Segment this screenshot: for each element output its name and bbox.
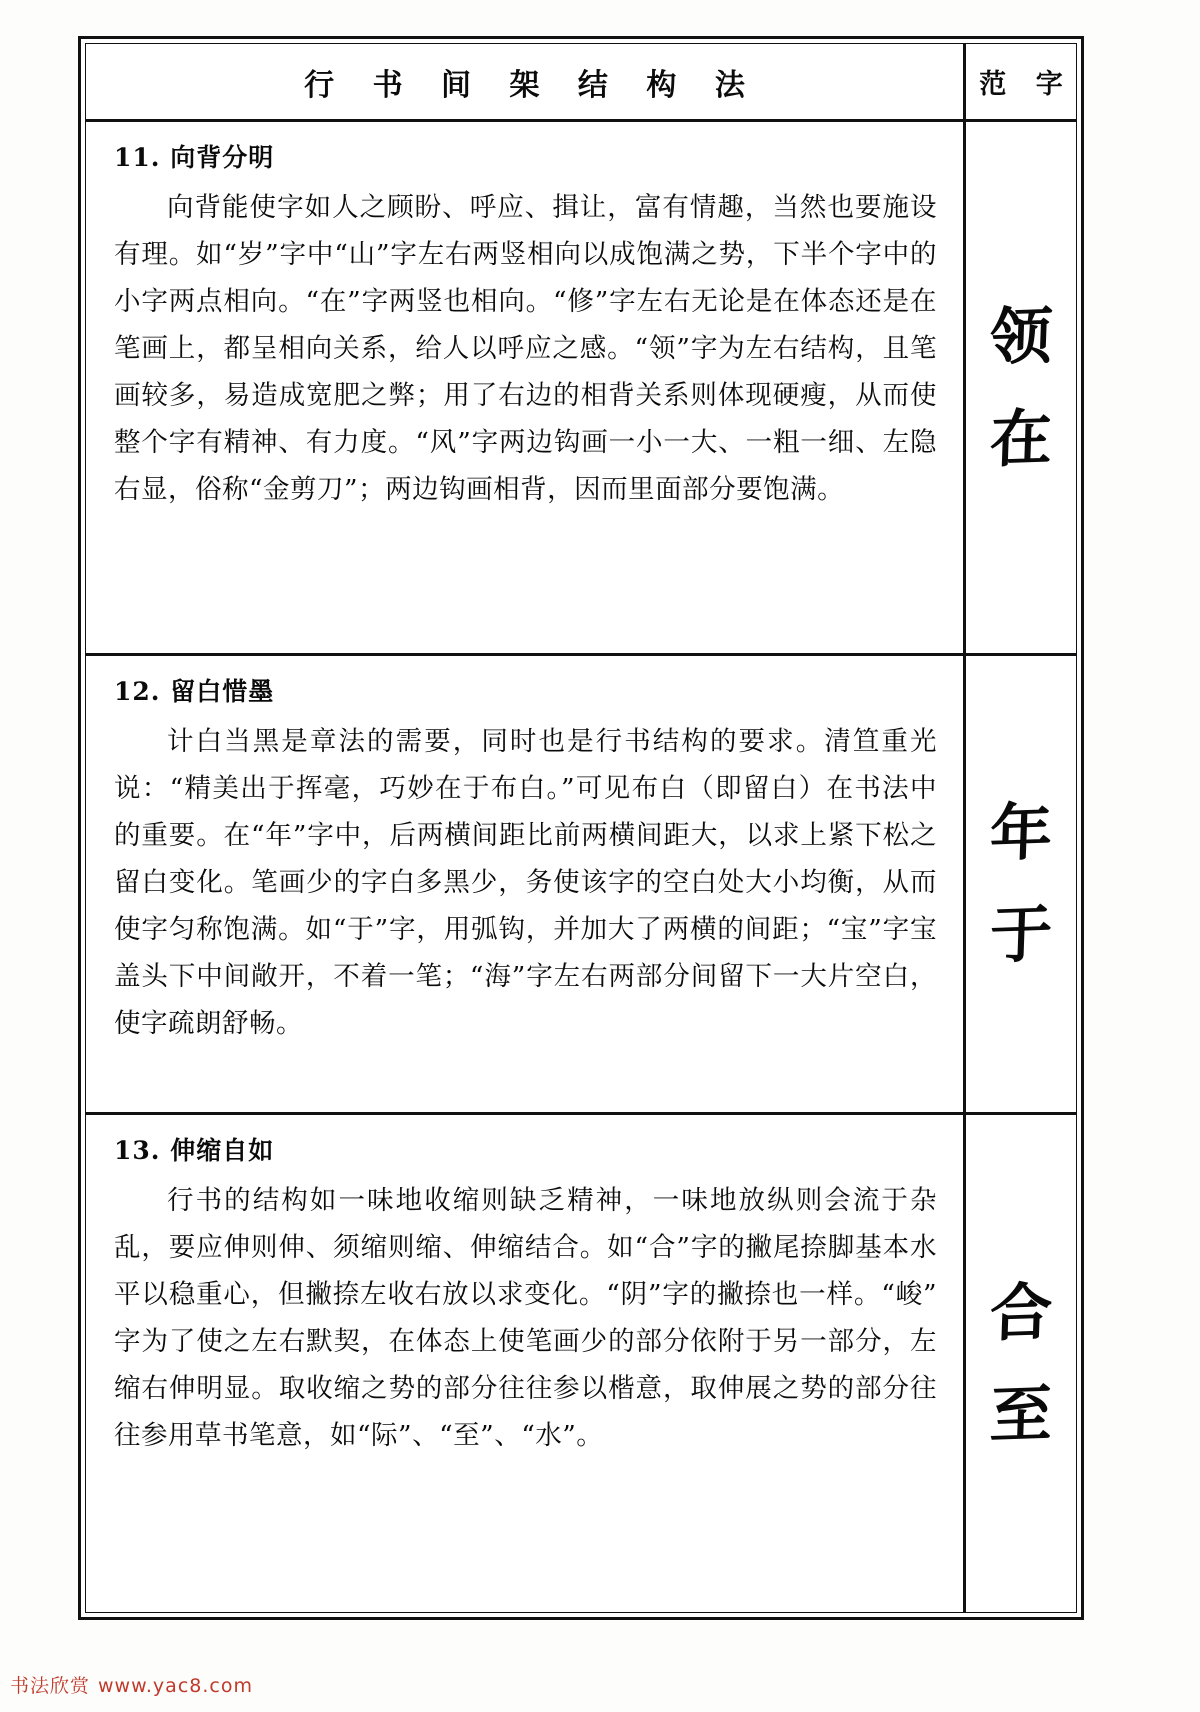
sample-cell-12 <box>966 656 1076 1115</box>
watermark-url: www.yac8.com <box>98 1675 253 1697</box>
section-13 <box>86 1115 963 1612</box>
section-12 <box>86 656 963 1115</box>
structure-table <box>78 36 1084 1620</box>
sample-cell-11 <box>966 122 1076 656</box>
header-title-cell <box>86 44 966 119</box>
text-column <box>86 122 966 1612</box>
section-13-number: 13. <box>114 1136 161 1166</box>
header-sample-cell <box>966 44 1076 119</box>
sample-glyph-ling: 领 <box>988 298 1054 374</box>
section-13-body: 行书的结构如一味地收缩则缺乏精神，一味地放纵则会流于杂乱，要应伸则伸、须缩则缩、伸缩结合。如“合”字的撇尾捺脚基本水平以稳重心，但撇捺左收右放以求变化。“阴”字的撇捺也一样。“峻”字为了使之左右默契，在体态上使笔画少的部分依附于另一部分，左缩右伸明显。取收缩之势的部分往往参以楷意，取伸展之势的部分往往参用草书笔意，如“际”、“至”、“水”。 <box>114 1185 937 1452</box>
sample-glyph-zhi: 至 <box>988 1376 1054 1452</box>
sample-glyph-he: 合 <box>988 1274 1054 1350</box>
sample-glyph-zai: 在 <box>988 400 1054 476</box>
section-12-heading: 留白惜墨 <box>170 677 275 707</box>
section-13-heading: 伸缩自如 <box>170 1136 275 1166</box>
section-11-title <box>114 138 937 174</box>
sample-glyph-nian: 年 <box>988 795 1054 871</box>
watermark-credit <box>10 1671 253 1698</box>
section-12-title <box>114 672 937 708</box>
sample-column <box>966 122 1076 1612</box>
section-11-body: 向背能使字如人之顾盼、呼应、揖让，富有情趣，当然也要施设有理。如“岁”字中“山”字左右两竖相向以成饱满之势，下半个字中的小字两点相向。“在”字两竖也相向。“修”字左右无论是在体态还是在笔画上，都呈相向关系，给人以呼应之感。“领”字为左右结构，且笔画较多，易造成宽肥之弊；用了右边的相背关系则体现硬瘦，从而使整个字有精神、有力度。“风”字两边钩画一小一大、一粗一细、左隐右显，俗称“金剪刀”；两边钩画相背，因而里面部分要饱满。 <box>114 192 937 505</box>
watermark-label: 书法欣赏 <box>10 1675 91 1697</box>
sample-glyph-yu: 于 <box>988 897 1054 973</box>
table-header-row <box>86 44 1076 122</box>
section-13-title <box>114 1131 937 1167</box>
section-11 <box>86 122 963 656</box>
section-11-heading: 向背分明 <box>170 143 275 172</box>
table-inner-border <box>85 43 1077 1613</box>
table-body <box>86 122 1076 1612</box>
sample-column-header: 范 字 <box>979 69 1073 100</box>
section-12-body: 计白当黑是章法的需要，同时也是行书结构的要求。清笪重光说：“精美出于挥毫，巧妙在于布白。”可见布白（即留白）在书法中的重要。在“年”字中，后两横间距比前两横间距大，以求上紧下松之留白变化。笔画少的字白多黑少，务使该字的空白处大小均衡，从而使字匀称饱满。如“于”字，用弧钩，并加大了两横的间距；“宝”字宝盖头下中间敞开，不着一笔；“海”字左右两部分间留下一大片空白，使字疏朗舒畅。 <box>114 726 937 1040</box>
section-11-number: 11. <box>114 143 161 172</box>
sample-cell-13 <box>966 1115 1076 1612</box>
section-12-number: 12. <box>114 677 161 707</box>
page-title: 行 书 间 架 结 构 法 <box>304 67 759 103</box>
